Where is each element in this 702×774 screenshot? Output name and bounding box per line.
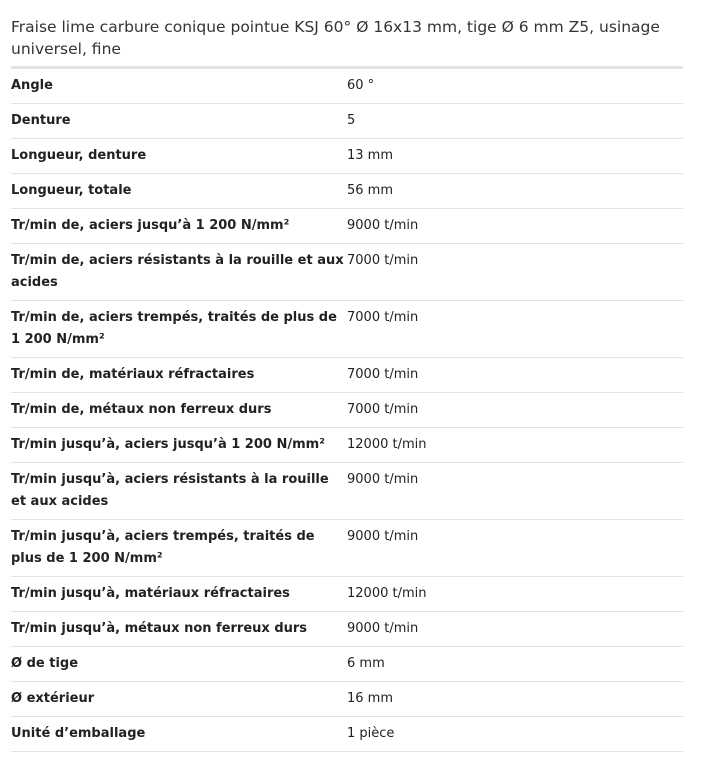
spec-value: 9000 t/min xyxy=(347,612,683,647)
spec-label: Tr/min jusqu’à, matériaux réfractaires xyxy=(11,577,347,612)
spec-value: 16 mm xyxy=(347,682,683,717)
table-row xyxy=(11,520,683,577)
spec-label: Longueur, denture xyxy=(11,139,347,174)
table-row xyxy=(11,577,683,612)
spec-value: 9000 t/min xyxy=(347,520,683,577)
table-row xyxy=(11,612,683,647)
spec-value: 56 mm xyxy=(347,174,683,209)
spec-value: 7000 t/min xyxy=(347,358,683,393)
table-row xyxy=(11,717,683,752)
spec-value: 12000 t/min xyxy=(347,577,683,612)
spec-label: Angle xyxy=(11,69,347,104)
spec-label: Tr/min jusqu’à, aciers jusqu’à 1 200 N/mm² xyxy=(11,428,347,463)
specifications-table xyxy=(11,69,683,752)
table-row xyxy=(11,174,683,209)
spec-value: 1 pièce xyxy=(347,717,683,752)
spec-value: 7000 t/min xyxy=(347,244,683,301)
spec-label: Tr/min de, métaux non ferreux durs xyxy=(11,393,347,428)
table-row xyxy=(11,682,683,717)
table-row xyxy=(11,244,683,301)
spec-value: 9000 t/min xyxy=(347,209,683,244)
table-row xyxy=(11,104,683,139)
table-row xyxy=(11,647,683,682)
table-row xyxy=(11,393,683,428)
table-row xyxy=(11,209,683,244)
table-row xyxy=(11,358,683,393)
spec-label: Ø extérieur xyxy=(11,682,347,717)
spec-label: Ø de tige xyxy=(11,647,347,682)
table-row xyxy=(11,463,683,520)
spec-label: Tr/min de, matériaux réfractaires xyxy=(11,358,347,393)
spec-label: Unité d’emballage xyxy=(11,717,347,752)
spec-value: 60 ° xyxy=(347,69,683,104)
spec-label: Tr/min de, aciers trempés, traités de plus de 1 200 N/mm² xyxy=(11,301,347,358)
spec-value: 6 mm xyxy=(347,647,683,682)
spec-label: Tr/min jusqu’à, métaux non ferreux durs xyxy=(11,612,347,647)
spec-value: 7000 t/min xyxy=(347,301,683,358)
spec-label: Longueur, totale xyxy=(11,174,347,209)
spec-label: Tr/min jusqu’à, aciers résistants à la rouille et aux acides xyxy=(11,463,347,520)
spec-value: 13 mm xyxy=(347,139,683,174)
product-details xyxy=(11,0,683,752)
table-row xyxy=(11,301,683,358)
table-row xyxy=(11,69,683,104)
spec-value: 5 xyxy=(347,104,683,139)
table-row xyxy=(11,428,683,463)
table-row xyxy=(11,139,683,174)
spec-label: Denture xyxy=(11,104,347,139)
spec-value: 9000 t/min xyxy=(347,463,683,520)
spec-label: Tr/min jusqu’à, aciers trempés, traités de plus de 1 200 N/mm² xyxy=(11,520,347,577)
spec-value: 12000 t/min xyxy=(347,428,683,463)
spec-label: Tr/min de, aciers résistants à la rouille et aux acides xyxy=(11,244,347,301)
spec-value: 7000 t/min xyxy=(347,393,683,428)
product-title: Fraise lime carbure conique pointue KSJ 60° Ø 16x13 mm, tige Ø 6 mm Z5, usinage universel, fine xyxy=(11,18,660,58)
spec-label: Tr/min de, aciers jusqu’à 1 200 N/mm² xyxy=(11,209,347,244)
